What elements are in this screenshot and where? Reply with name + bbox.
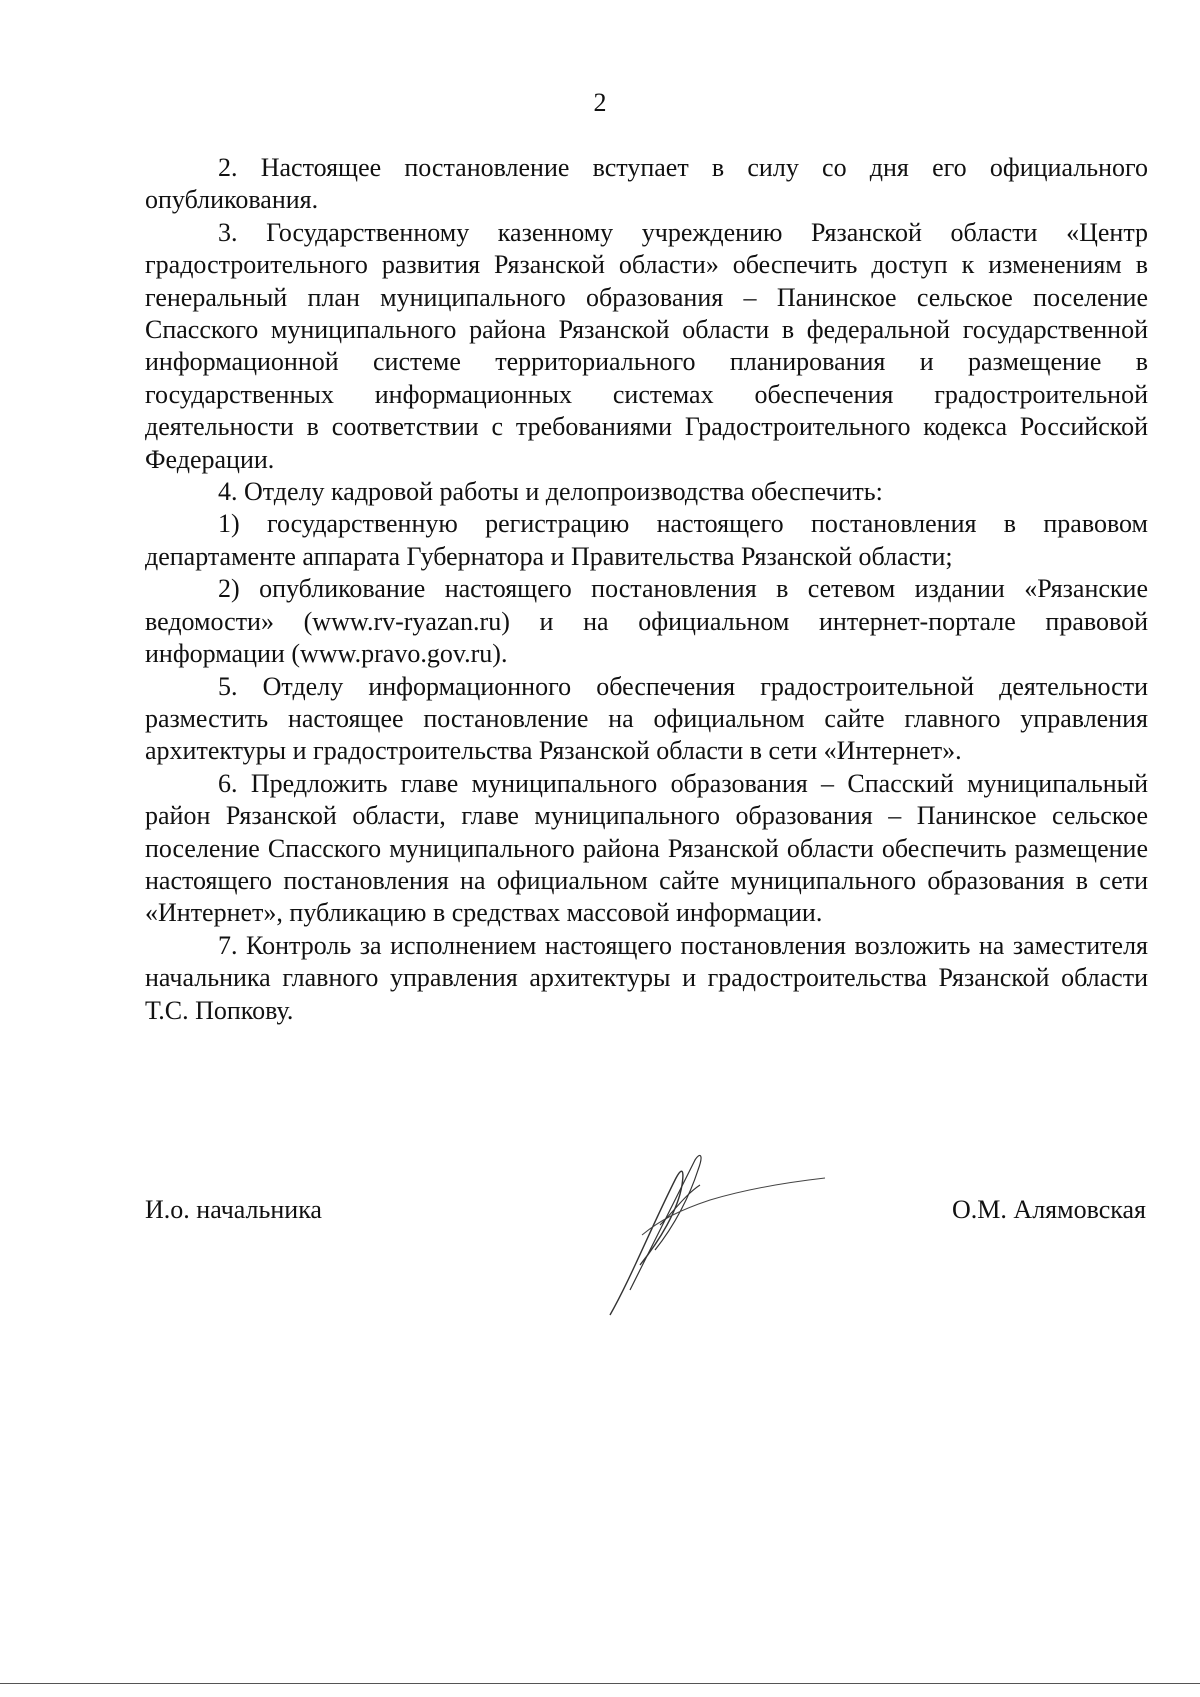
signer-name: О.М. Алямовская bbox=[952, 1195, 1146, 1224]
paragraph-item-3: 3. Государственному казенному учреждению Рязанской области «Центр градостроительного развития Рязанской области» обеспечить доступ к изменениям в генеральный план муниципального образования – Панинское сельское поселение Спасского муниципального района Рязанской области в федеральной государственной информационной системе территориального планирования и размещение в государственных информационных системах обеспечения градостроительной деятельности в соответствии с требованиями Градостроительного кодекса Российской Федерации. bbox=[145, 217, 1148, 474]
signer-position: И.о. начальника bbox=[145, 1195, 322, 1224]
paragraph-item-5: 5. Отделу информационного обеспечения градостроительной деятельности разместить настоящее постановление на официальном сайте главного управления архитектуры и градостроительства Рязанской области в сети «Интернет». bbox=[145, 671, 1148, 766]
paragraph-item-2: 2. Настоящее постановление вступает в силу со дня его официального опубликования. bbox=[145, 153, 1148, 215]
document-body bbox=[145, 152, 1148, 1027]
paragraph-subitem-2: 2) опубликование настоящего постановления в сетевом издании «Рязанские ведомости» (www.rv-ryazan.ru) и на официальном интернет-портале правовой информации (www.pravo.gov.ru). bbox=[145, 574, 1148, 669]
paragraph-item-6: 6. Предложить главе муниципального образования – Спасский муниципальный район Рязанской области, главе муниципального образования – Панинское сельское поселение Спасского муниципального района Рязанской области обеспечить размещение настоящего постановления на официальном сайте муниципального образования в сети «Интернет», публикацию в средствах массовой информации. bbox=[145, 768, 1148, 928]
handwritten-signature-icon bbox=[600, 1140, 840, 1320]
paragraph-item-4: 4. Отделу кадровой работы и делопроизводства обеспечить: bbox=[218, 477, 883, 507]
paragraph-item-7: 7. Контроль за исполнением настоящего постановления возложить на заместителя начальника главного управления архитектуры и градостроительства Рязанской области Т.С. Попкову. bbox=[145, 930, 1148, 1025]
page-bottom-divider bbox=[0, 1683, 1200, 1684]
paragraph-subitem-1: 1) государственную регистрацию настоящего постановления в правовом департаменте аппарата Губернатора и Правительства Рязанской области; bbox=[145, 509, 1148, 571]
page-number: 2 bbox=[593, 88, 607, 117]
